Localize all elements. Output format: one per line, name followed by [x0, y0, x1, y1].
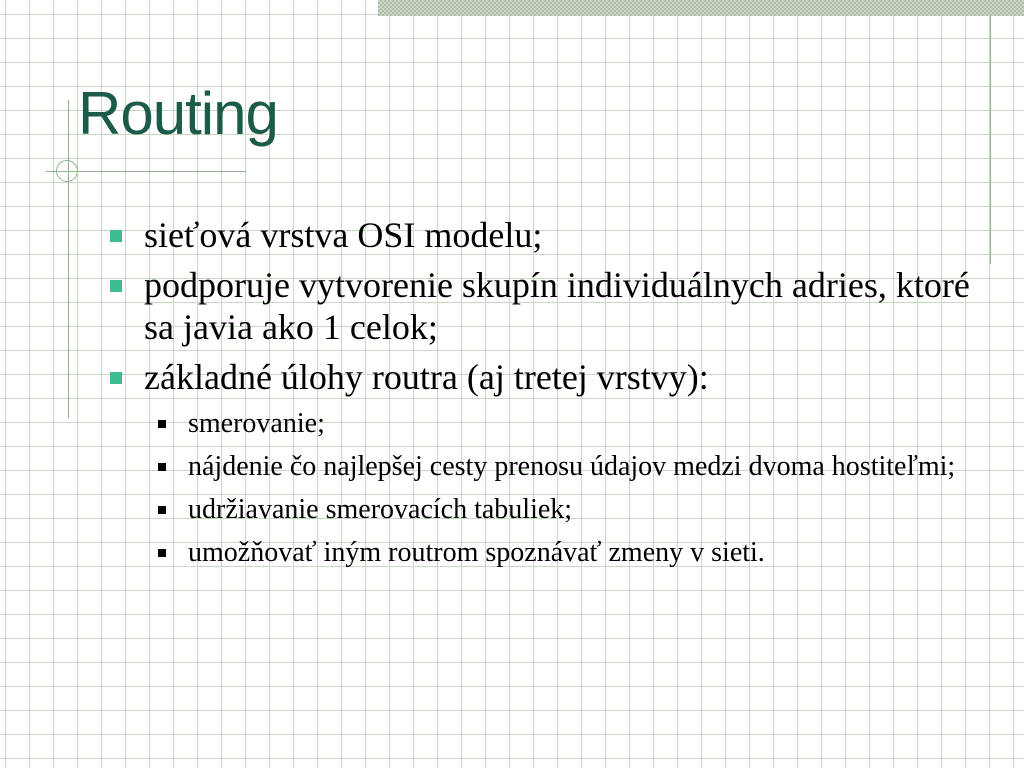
sub-bullet-text: smerovanie;: [188, 408, 325, 439]
sub-bullet-text: udržiavanie smerovacích tabuliek;: [188, 494, 573, 525]
small-square-bullet-icon: [158, 506, 166, 514]
bullet-text: podporuje vytvorenie skupín individuálnych adries, ktoré sa javia ako 1 celok;: [144, 265, 970, 347]
slide-title: Routing: [78, 80, 278, 147]
bullet-item: [104, 356, 984, 398]
square-bullet-icon: [110, 280, 122, 292]
crosshair-circle-icon: [56, 160, 78, 182]
square-bullet-icon: [110, 230, 122, 242]
sub-bullet-item: [104, 449, 984, 485]
sub-bullet-item: [104, 406, 984, 442]
square-bullet-icon: [110, 372, 122, 384]
sub-bullet-item: [104, 535, 984, 571]
sub-bullet-text: umožňovať iným routrom spoznávať zmeny v sieti.: [188, 537, 765, 568]
top-decorative-band: [378, 0, 1024, 16]
bullet-text: sieťová vrstva OSI modelu;: [144, 215, 543, 255]
bullet-list: [104, 214, 984, 398]
slide-content: [104, 214, 984, 578]
right-vertical-rule: [990, 16, 991, 264]
bullet-item: [104, 264, 984, 348]
bullet-item: [104, 214, 984, 256]
small-square-bullet-icon: [158, 549, 166, 557]
sub-bullet-list: [104, 406, 984, 571]
sub-bullet-item: [104, 492, 984, 528]
small-square-bullet-icon: [158, 420, 166, 428]
left-vertical-rule: [68, 100, 69, 418]
small-square-bullet-icon: [158, 463, 166, 471]
sub-bullet-text: nájdenie čo najlepšej cesty prenosu údajov medzi dvoma hostiteľmi;: [188, 451, 956, 482]
bullet-text: základné úlohy routra (aj tretej vrstvy):: [144, 357, 709, 397]
